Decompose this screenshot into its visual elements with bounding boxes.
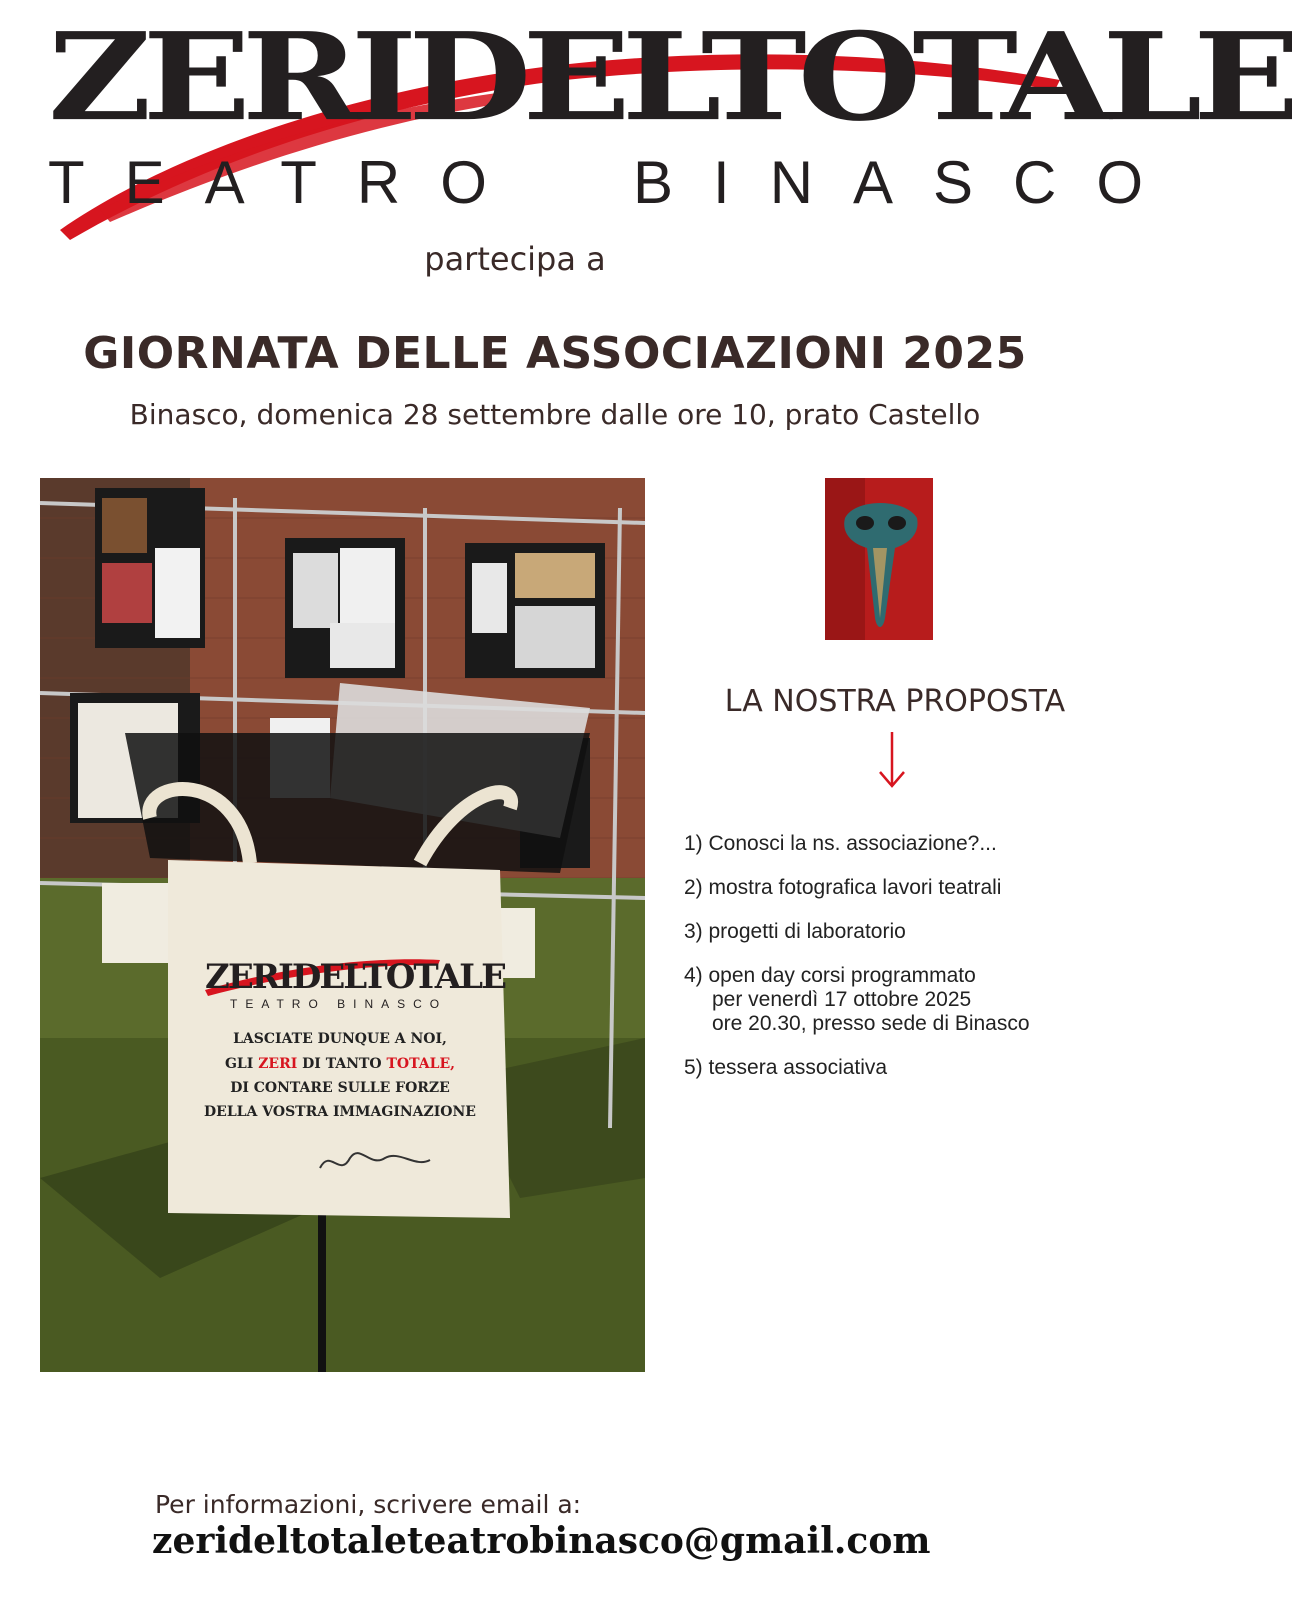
list-item: 1) Conosci la ns. associazione?... <box>684 832 997 855</box>
event-title: GIORNATA DELLE ASSOCIAZIONI 2025 <box>83 328 1027 379</box>
proposal-list <box>684 832 1124 1100</box>
exhibition-photo <box>40 478 645 1372</box>
list-item: 3) progetti di laboratorio <box>684 920 906 943</box>
proposal-title: LA NOSTRA PROPOSTA <box>724 684 1066 719</box>
participates-text: partecipa a <box>424 240 606 278</box>
contact-label: Per informazioni, scrivere email a: <box>155 1490 582 1519</box>
bag-line-3: DI CONTARE SULLE FORZE <box>230 1080 450 1096</box>
event-details: Binasco, domenica 28 settembre dalle ore 10, prato Castello <box>129 398 981 431</box>
logo-subtitle <box>48 149 1184 216</box>
bag-logo-subtitle: TEATRO BINASCO <box>230 997 448 1011</box>
logo <box>40 6 1292 240</box>
bag-line-1: LASCIATE DUNQUE A NOI, <box>233 1031 447 1047</box>
logo-wordmark: ZERIDELTOTALE <box>48 6 1292 149</box>
arrow-down-icon <box>872 730 912 790</box>
bag-logo: ZERIDELTOTALE <box>205 957 505 997</box>
list-item: 5) tessera associativa <box>684 1056 888 1079</box>
list-item: 4) open day corsi programmato per venerdì 17 ottobre 2025 ore 20.30, presso sede di Binasco <box>684 964 1030 1035</box>
list-item: 2) mostra fotografica lavori teatrali <box>684 876 1002 899</box>
mask-photo <box>825 478 933 640</box>
logo-subtitle-word-binasco: BINASCO <box>633 149 1184 216</box>
contact-email[interactable]: zerideltotaleteatrobinasco@gmail.com <box>152 1520 931 1562</box>
logo-subtitle-word-teatro: TEATRO <box>48 149 527 216</box>
bag-line-2: GLI ZERI DI TANTO TOTALE, <box>224 1056 456 1072</box>
bag-line-4: DELLA VOSTRA IMMAGINAZIONE <box>204 1104 476 1120</box>
